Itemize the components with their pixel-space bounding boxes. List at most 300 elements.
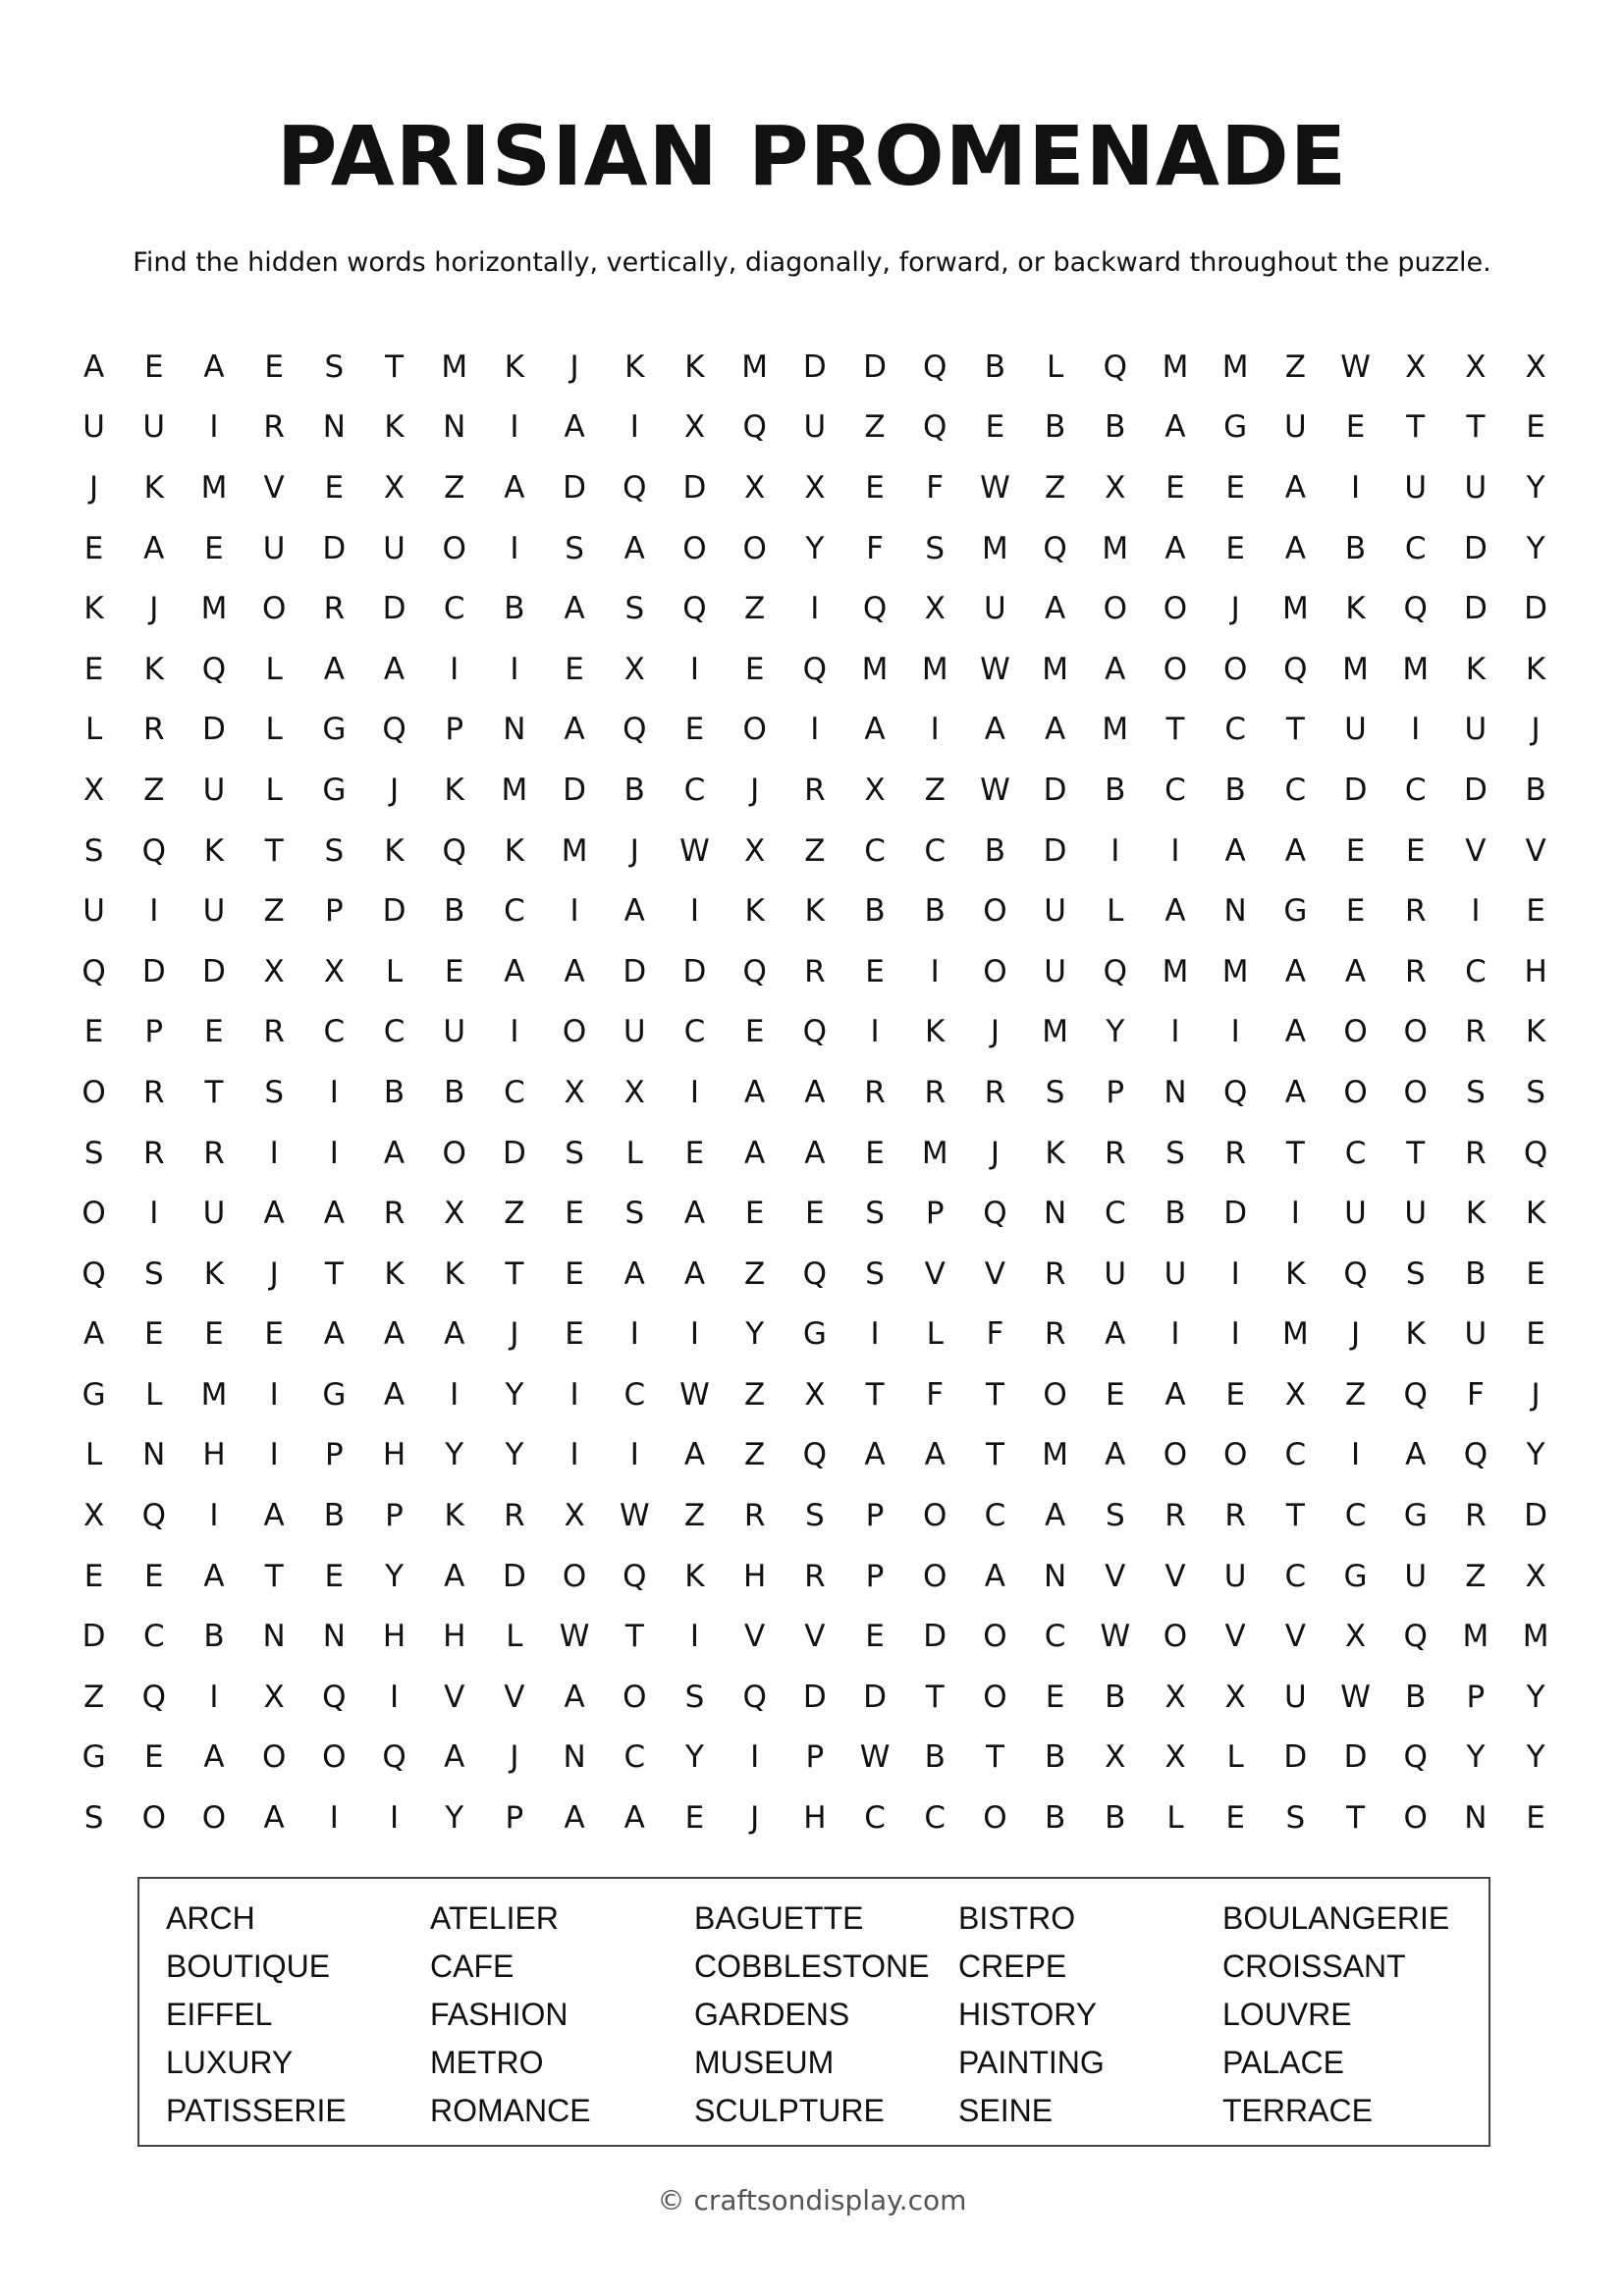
grid-letter[interactable]: E bbox=[1225, 1376, 1245, 1413]
grid-letter[interactable]: C bbox=[1044, 1619, 1066, 1655]
grid-letter[interactable]: B bbox=[864, 893, 886, 930]
grid-letter[interactable]: U bbox=[1283, 409, 1307, 446]
grid-letter[interactable]: W bbox=[679, 832, 710, 869]
grid-letter[interactable]: E bbox=[744, 1196, 765, 1232]
grid-letter[interactable]: K bbox=[744, 893, 765, 930]
grid-letter[interactable]: Y bbox=[685, 1739, 704, 1776]
grid-letter[interactable]: I bbox=[209, 409, 219, 446]
grid-letter[interactable]: Z bbox=[744, 591, 766, 627]
grid-letter[interactable]: D bbox=[382, 591, 406, 627]
grid-letter[interactable]: K bbox=[624, 348, 645, 385]
grid-letter[interactable]: I bbox=[870, 1316, 880, 1353]
grid-letter[interactable]: Y bbox=[1466, 1739, 1486, 1776]
grid-letter[interactable]: M bbox=[200, 469, 228, 506]
grid-letter[interactable]: A bbox=[323, 1316, 345, 1353]
grid-letter[interactable]: T bbox=[385, 348, 404, 385]
grid-letter[interactable]: B bbox=[924, 893, 946, 930]
grid-letter[interactable]: K bbox=[504, 832, 525, 869]
grid-letter[interactable]: I bbox=[1411, 712, 1421, 748]
grid-letter[interactable]: Q bbox=[742, 1679, 767, 1715]
grid-letter[interactable]: E bbox=[1225, 530, 1245, 566]
grid-letter[interactable]: R bbox=[143, 712, 165, 748]
grid-letter[interactable]: D bbox=[923, 1619, 947, 1655]
grid-letter[interactable]: Q bbox=[623, 1558, 647, 1594]
grid-letter[interactable]: R bbox=[804, 1558, 826, 1594]
grid-letter[interactable]: Q bbox=[802, 651, 828, 687]
grid-letter[interactable]: M bbox=[1102, 712, 1129, 748]
grid-letter[interactable]: D bbox=[682, 469, 707, 506]
grid-letter[interactable]: E bbox=[1225, 469, 1245, 506]
grid-letter[interactable]: U bbox=[262, 530, 286, 566]
grid-letter[interactable]: E bbox=[1345, 893, 1366, 930]
grid-letter[interactable]: E bbox=[865, 1135, 885, 1171]
grid-letter[interactable]: S bbox=[684, 1679, 705, 1715]
grid-letter[interactable]: K bbox=[1345, 591, 1366, 627]
grid-letter[interactable]: U bbox=[623, 1014, 646, 1050]
grid-letter[interactable]: B bbox=[383, 1074, 406, 1110]
grid-letter[interactable]: Q bbox=[382, 712, 406, 748]
grid-letter[interactable]: A bbox=[1284, 1014, 1306, 1050]
grid-letter[interactable]: Z bbox=[1044, 469, 1066, 506]
grid-letter[interactable]: A bbox=[143, 530, 165, 566]
grid-letter[interactable]: D bbox=[1524, 1498, 1548, 1534]
grid-letter[interactable]: X bbox=[1525, 1558, 1546, 1594]
grid-letter[interactable]: K bbox=[1525, 651, 1546, 687]
grid-letter[interactable]: W bbox=[1340, 348, 1371, 385]
grid-letter[interactable]: K bbox=[1405, 1316, 1426, 1353]
grid-letter[interactable]: M bbox=[1281, 1316, 1309, 1353]
grid-letter[interactable]: Q bbox=[141, 832, 166, 869]
grid-letter[interactable]: C bbox=[1284, 1558, 1307, 1594]
grid-letter[interactable]: S bbox=[1466, 1074, 1486, 1110]
grid-letter[interactable]: T bbox=[1285, 1135, 1305, 1171]
grid-letter[interactable]: X bbox=[804, 469, 826, 506]
grid-letter[interactable]: U bbox=[1223, 1558, 1247, 1594]
grid-letter[interactable]: E bbox=[83, 651, 104, 687]
grid-letter[interactable]: I bbox=[510, 1014, 519, 1050]
grid-letter[interactable]: J bbox=[1230, 591, 1240, 627]
grid-letter[interactable]: U bbox=[1404, 1558, 1428, 1594]
grid-letter[interactable]: P bbox=[144, 1014, 164, 1050]
grid-letter[interactable]: A bbox=[1164, 1376, 1186, 1413]
grid-letter[interactable]: E bbox=[865, 953, 885, 989]
grid-letter[interactable]: A bbox=[383, 1376, 406, 1413]
grid-letter[interactable]: X bbox=[323, 953, 345, 989]
grid-letter[interactable]: K bbox=[1045, 1135, 1065, 1171]
grid-letter[interactable]: U bbox=[1344, 1196, 1367, 1232]
grid-letter[interactable]: Q bbox=[201, 651, 227, 687]
grid-letter[interactable]: Q bbox=[382, 1739, 406, 1776]
grid-letter[interactable]: W bbox=[1340, 1679, 1371, 1715]
grid-letter[interactable]: F bbox=[986, 1316, 1004, 1353]
grid-letter[interactable]: K bbox=[384, 409, 405, 446]
grid-letter[interactable]: A bbox=[1344, 953, 1367, 989]
grid-letter[interactable]: G bbox=[81, 1376, 106, 1413]
grid-letter[interactable]: J bbox=[510, 1316, 519, 1353]
grid-letter[interactable]: I bbox=[269, 1437, 279, 1473]
grid-letter[interactable]: I bbox=[1471, 893, 1481, 930]
grid-letter[interactable]: K bbox=[684, 348, 705, 385]
grid-letter[interactable]: B bbox=[1465, 1255, 1487, 1292]
grid-letter[interactable]: Q bbox=[923, 409, 947, 446]
grid-letter[interactable]: O bbox=[141, 1800, 166, 1837]
grid-letter[interactable]: X bbox=[263, 1679, 285, 1715]
grid-letter[interactable]: S bbox=[1165, 1135, 1185, 1171]
grid-letter[interactable]: A bbox=[804, 1135, 826, 1171]
grid-letter[interactable]: B bbox=[1224, 772, 1246, 808]
grid-letter[interactable]: Z bbox=[1465, 1558, 1487, 1594]
grid-letter[interactable]: J bbox=[389, 772, 400, 808]
grid-letter[interactable]: Y bbox=[445, 1437, 464, 1473]
grid-letter[interactable]: O bbox=[1343, 1014, 1368, 1050]
grid-letter[interactable]: A bbox=[203, 1739, 225, 1776]
grid-letter[interactable]: I bbox=[629, 1316, 639, 1353]
grid-letter[interactable]: K bbox=[83, 591, 104, 627]
grid-letter[interactable]: T bbox=[985, 1437, 1004, 1473]
grid-letter[interactable]: Z bbox=[1344, 1376, 1367, 1413]
grid-letter[interactable]: Z bbox=[82, 1679, 105, 1715]
grid-letter[interactable]: I bbox=[209, 1679, 219, 1715]
grid-letter[interactable]: U bbox=[1404, 469, 1428, 506]
grid-letter[interactable]: C bbox=[1404, 772, 1427, 808]
grid-letter[interactable]: U bbox=[1283, 1679, 1307, 1715]
grid-letter[interactable]: K bbox=[804, 893, 826, 930]
grid-letter[interactable]: R bbox=[1404, 893, 1427, 930]
grid-letter[interactable]: C bbox=[1224, 712, 1246, 748]
grid-letter[interactable]: G bbox=[1343, 1558, 1368, 1594]
grid-letter[interactable]: E bbox=[565, 1196, 584, 1232]
grid-letter[interactable]: G bbox=[1283, 893, 1308, 930]
grid-letter[interactable]: O bbox=[1222, 1437, 1248, 1473]
grid-letter[interactable]: I bbox=[329, 1135, 339, 1171]
grid-letter[interactable]: Q bbox=[1403, 1376, 1428, 1413]
grid-letter[interactable]: Z bbox=[444, 469, 465, 506]
grid-letter[interactable]: Q bbox=[742, 953, 767, 989]
grid-letter[interactable]: G bbox=[1403, 1498, 1428, 1534]
grid-letter[interactable]: T bbox=[1466, 409, 1486, 446]
grid-letter[interactable]: E bbox=[1526, 409, 1545, 446]
grid-letter[interactable]: Z bbox=[744, 1376, 766, 1413]
grid-letter[interactable]: Q bbox=[862, 591, 888, 627]
grid-letter[interactable]: A bbox=[924, 1437, 946, 1473]
grid-letter[interactable]: U bbox=[1164, 1255, 1187, 1292]
grid-letter[interactable]: A bbox=[444, 1316, 465, 1353]
grid-letter[interactable]: S bbox=[1526, 1074, 1545, 1110]
grid-letter[interactable]: T bbox=[264, 1558, 284, 1594]
grid-letter[interactable]: M bbox=[1042, 1437, 1068, 1473]
grid-letter[interactable]: V bbox=[984, 1255, 1006, 1292]
grid-letter[interactable]: A bbox=[564, 1679, 585, 1715]
grid-letter[interactable]: Q bbox=[81, 953, 106, 989]
grid-letter[interactable]: A bbox=[623, 530, 645, 566]
grid-letter[interactable]: E bbox=[1526, 1255, 1545, 1292]
grid-letter[interactable]: O bbox=[742, 712, 767, 748]
grid-letter[interactable]: K bbox=[1525, 1196, 1546, 1232]
grid-letter[interactable]: O bbox=[201, 1800, 227, 1837]
grid-letter[interactable]: Y bbox=[505, 1437, 524, 1473]
grid-letter[interactable]: I bbox=[930, 953, 940, 989]
grid-letter[interactable]: A bbox=[623, 893, 645, 930]
grid-letter[interactable]: R bbox=[1465, 1498, 1487, 1534]
grid-letter[interactable]: E bbox=[143, 1739, 164, 1776]
grid-letter[interactable]: J bbox=[1531, 1376, 1541, 1413]
grid-letter[interactable]: T bbox=[1346, 1800, 1365, 1837]
grid-letter[interactable]: A bbox=[1105, 651, 1126, 687]
grid-letter[interactable]: M bbox=[501, 772, 528, 808]
grid-letter[interactable]: C bbox=[924, 832, 947, 869]
grid-letter[interactable]: U bbox=[1104, 1255, 1127, 1292]
grid-letter[interactable]: C bbox=[683, 1014, 706, 1050]
grid-letter[interactable]: A bbox=[564, 1800, 585, 1837]
grid-letter[interactable]: F bbox=[926, 469, 945, 506]
grid-letter[interactable]: Q bbox=[1222, 1074, 1248, 1110]
grid-letter[interactable]: R bbox=[263, 409, 285, 446]
grid-letter[interactable]: W bbox=[980, 469, 1010, 506]
grid-letter[interactable]: P bbox=[324, 1437, 344, 1473]
grid-letter[interactable]: B bbox=[1044, 1800, 1066, 1837]
grid-letter[interactable]: L bbox=[84, 712, 103, 748]
grid-letter[interactable]: A bbox=[383, 651, 406, 687]
grid-letter[interactable]: A bbox=[623, 1800, 645, 1837]
grid-letter[interactable]: U bbox=[1464, 1316, 1488, 1353]
grid-letter[interactable]: B bbox=[984, 348, 1006, 385]
grid-letter[interactable]: U bbox=[142, 409, 166, 446]
grid-letter[interactable]: A bbox=[1284, 953, 1306, 989]
grid-letter[interactable]: Z bbox=[504, 1196, 525, 1232]
grid-letter[interactable]: R bbox=[1224, 1135, 1246, 1171]
grid-letter[interactable]: M bbox=[921, 1135, 948, 1171]
grid-letter[interactable]: V bbox=[1164, 1558, 1186, 1594]
grid-letter[interactable]: S bbox=[565, 1135, 584, 1171]
grid-letter[interactable]: X bbox=[744, 832, 766, 869]
grid-letter[interactable]: E bbox=[1345, 832, 1366, 869]
grid-letter[interactable]: I bbox=[1350, 1437, 1361, 1473]
grid-letter[interactable]: M bbox=[1102, 530, 1129, 566]
grid-letter[interactable]: I bbox=[569, 1437, 579, 1473]
grid-letter[interactable]: D bbox=[1283, 1739, 1308, 1776]
grid-letter[interactable]: J bbox=[750, 772, 760, 808]
grid-letter[interactable]: U bbox=[82, 409, 105, 446]
grid-letter[interactable]: D bbox=[1463, 772, 1488, 808]
grid-letter[interactable]: I bbox=[389, 1679, 400, 1715]
grid-letter[interactable]: I bbox=[329, 1800, 339, 1837]
grid-letter[interactable]: S bbox=[324, 348, 345, 385]
grid-letter[interactable]: S bbox=[1105, 1498, 1125, 1534]
grid-letter[interactable]: K bbox=[203, 832, 225, 869]
grid-letter[interactable]: I bbox=[329, 1074, 339, 1110]
grid-letter[interactable]: O bbox=[81, 1196, 106, 1232]
grid-letter[interactable]: X bbox=[924, 591, 946, 627]
grid-letter[interactable]: A bbox=[1105, 1437, 1126, 1473]
grid-letter[interactable]: A bbox=[444, 1739, 465, 1776]
grid-letter[interactable]: Z bbox=[683, 1498, 706, 1534]
grid-letter[interactable]: A bbox=[1105, 1316, 1126, 1353]
grid-letter[interactable]: X bbox=[564, 1074, 585, 1110]
grid-letter[interactable]: X bbox=[263, 953, 285, 989]
grid-letter[interactable]: U bbox=[1044, 953, 1066, 989]
grid-letter[interactable]: I bbox=[1230, 1255, 1240, 1292]
grid-letter[interactable]: X bbox=[1465, 348, 1487, 385]
grid-letter[interactable]: E bbox=[83, 530, 104, 566]
grid-letter[interactable]: V bbox=[504, 1679, 525, 1715]
grid-letter[interactable]: I bbox=[810, 591, 820, 627]
grid-letter[interactable]: C bbox=[1465, 953, 1487, 989]
grid-letter[interactable]: S bbox=[1045, 1074, 1065, 1110]
grid-letter[interactable]: Q bbox=[802, 1014, 828, 1050]
grid-letter[interactable]: X bbox=[1105, 1739, 1126, 1776]
grid-letter[interactable]: Z bbox=[263, 893, 285, 930]
grid-letter[interactable]: N bbox=[322, 409, 346, 446]
grid-letter[interactable]: S bbox=[805, 1498, 825, 1534]
grid-letter[interactable]: U bbox=[984, 591, 1006, 627]
grid-letter[interactable]: A bbox=[1044, 1498, 1066, 1534]
grid-letter[interactable]: E bbox=[865, 469, 885, 506]
grid-letter[interactable]: A bbox=[984, 712, 1006, 748]
grid-letter[interactable]: I bbox=[689, 1316, 700, 1353]
grid-letter[interactable]: O bbox=[983, 1800, 1007, 1837]
grid-letter[interactable]: E bbox=[744, 1014, 765, 1050]
grid-letter[interactable]: C bbox=[504, 1074, 525, 1110]
grid-letter[interactable]: V bbox=[924, 1255, 946, 1292]
grid-letter[interactable]: Y bbox=[1106, 1014, 1125, 1050]
grid-letter[interactable]: P bbox=[324, 893, 344, 930]
grid-letter[interactable]: R bbox=[1164, 1498, 1186, 1534]
grid-letter[interactable]: K bbox=[925, 1014, 946, 1050]
grid-letter[interactable]: P bbox=[385, 1498, 404, 1534]
grid-letter[interactable]: W bbox=[679, 1376, 710, 1413]
grid-letter[interactable]: E bbox=[1045, 1679, 1065, 1715]
grid-letter[interactable]: D bbox=[502, 1135, 526, 1171]
grid-letter[interactable]: A bbox=[864, 1437, 886, 1473]
grid-letter[interactable]: R bbox=[383, 1196, 406, 1232]
grid-letter[interactable]: I bbox=[1170, 1014, 1180, 1050]
grid-letter[interactable]: T bbox=[264, 832, 284, 869]
grid-letter[interactable]: N bbox=[262, 1619, 286, 1655]
grid-letter[interactable]: U bbox=[82, 893, 105, 930]
grid-letter[interactable]: E bbox=[985, 409, 1005, 446]
grid-letter[interactable]: S bbox=[324, 832, 345, 869]
grid-letter[interactable]: A bbox=[564, 409, 585, 446]
grid-letter[interactable]: Q bbox=[141, 1679, 166, 1715]
grid-letter[interactable]: A bbox=[1405, 1437, 1427, 1473]
grid-letter[interactable]: S bbox=[624, 591, 645, 627]
grid-letter[interactable]: E bbox=[1165, 469, 1185, 506]
grid-letter[interactable]: S bbox=[624, 1196, 645, 1232]
grid-letter[interactable]: E bbox=[324, 1558, 345, 1594]
grid-letter[interactable]: V bbox=[1465, 832, 1487, 869]
grid-letter[interactable]: E bbox=[1526, 1800, 1545, 1837]
grid-letter[interactable]: A bbox=[383, 1135, 406, 1171]
grid-letter[interactable]: J bbox=[89, 469, 99, 506]
grid-letter[interactable]: S bbox=[83, 1800, 104, 1837]
grid-letter[interactable]: N bbox=[503, 712, 526, 748]
grid-letter[interactable]: A bbox=[203, 348, 225, 385]
grid-letter[interactable]: Z bbox=[143, 772, 165, 808]
grid-letter[interactable]: O bbox=[983, 1679, 1007, 1715]
grid-letter[interactable]: X bbox=[383, 469, 406, 506]
grid-letter[interactable]: H bbox=[382, 1619, 406, 1655]
grid-letter[interactable]: I bbox=[209, 1498, 219, 1534]
grid-letter[interactable]: O bbox=[682, 530, 707, 566]
grid-letter[interactable]: O bbox=[322, 1739, 347, 1776]
grid-letter[interactable]: J bbox=[510, 1739, 519, 1776]
grid-letter[interactable]: A bbox=[1164, 409, 1186, 446]
grid-letter[interactable]: S bbox=[865, 1255, 885, 1292]
grid-letter[interactable]: U bbox=[1464, 712, 1488, 748]
grid-letter[interactable]: C bbox=[984, 1498, 1006, 1534]
grid-letter[interactable]: F bbox=[866, 530, 884, 566]
grid-letter[interactable]: I bbox=[510, 409, 519, 446]
grid-letter[interactable]: Q bbox=[923, 348, 947, 385]
grid-letter[interactable]: G bbox=[802, 1316, 827, 1353]
grid-letter[interactable]: H bbox=[202, 1437, 226, 1473]
grid-letter[interactable]: M bbox=[982, 530, 1008, 566]
grid-letter[interactable]: K bbox=[444, 772, 464, 808]
grid-letter[interactable]: K bbox=[684, 1558, 705, 1594]
grid-letter[interactable]: C bbox=[1344, 1498, 1367, 1534]
grid-letter[interactable]: E bbox=[865, 1619, 885, 1655]
grid-letter[interactable]: E bbox=[264, 348, 284, 385]
grid-letter[interactable]: J bbox=[1531, 712, 1541, 748]
grid-letter[interactable]: O bbox=[261, 1739, 287, 1776]
grid-letter[interactable]: V bbox=[263, 469, 285, 506]
grid-letter[interactable]: E bbox=[204, 530, 224, 566]
grid-letter[interactable]: O bbox=[1103, 591, 1127, 627]
grid-letter[interactable]: E bbox=[83, 1558, 104, 1594]
grid-letter[interactable]: J bbox=[569, 348, 579, 385]
grid-letter[interactable]: E bbox=[1345, 409, 1366, 446]
grid-letter[interactable]: M bbox=[1221, 953, 1249, 989]
grid-letter[interactable]: X bbox=[564, 1498, 585, 1534]
grid-letter[interactable]: A bbox=[564, 712, 585, 748]
grid-letter[interactable]: V bbox=[1105, 1558, 1126, 1594]
grid-letter[interactable]: D bbox=[1524, 591, 1548, 627]
grid-letter[interactable]: O bbox=[81, 1074, 106, 1110]
grid-letter[interactable]: Q bbox=[623, 712, 647, 748]
grid-letter[interactable]: C bbox=[623, 1739, 646, 1776]
grid-letter[interactable]: M bbox=[1221, 348, 1249, 385]
grid-letter[interactable]: A bbox=[82, 1316, 105, 1353]
grid-letter[interactable]: D bbox=[382, 893, 406, 930]
grid-letter[interactable]: X bbox=[1164, 1739, 1186, 1776]
grid-letter[interactable]: M bbox=[1162, 953, 1189, 989]
grid-letter[interactable]: K bbox=[384, 1255, 405, 1292]
grid-letter[interactable]: L bbox=[385, 953, 404, 989]
grid-letter[interactable]: E bbox=[324, 469, 345, 506]
grid-letter[interactable]: X bbox=[1525, 348, 1546, 385]
grid-letter[interactable]: E bbox=[1526, 1316, 1545, 1353]
grid-letter[interactable]: G bbox=[322, 1376, 347, 1413]
grid-letter[interactable]: A bbox=[263, 1498, 285, 1534]
grid-letter[interactable]: N bbox=[1223, 893, 1247, 930]
grid-letter[interactable]: E bbox=[1225, 1800, 1245, 1837]
grid-letter[interactable]: P bbox=[1466, 1679, 1486, 1715]
grid-letter[interactable]: I bbox=[689, 893, 700, 930]
grid-letter[interactable]: M bbox=[1342, 651, 1369, 687]
grid-letter[interactable]: N bbox=[443, 409, 466, 446]
grid-letter[interactable]: A bbox=[564, 591, 585, 627]
grid-letter[interactable]: B bbox=[1105, 1679, 1126, 1715]
grid-letter[interactable]: D bbox=[502, 1558, 526, 1594]
grid-letter[interactable]: Q bbox=[442, 832, 466, 869]
grid-letter[interactable]: U bbox=[1404, 1196, 1428, 1232]
grid-letter[interactable]: K bbox=[384, 832, 405, 869]
grid-letter[interactable]: S bbox=[83, 1135, 104, 1171]
grid-letter[interactable]: S bbox=[865, 1196, 885, 1232]
grid-letter[interactable]: I bbox=[269, 1135, 279, 1171]
grid-letter[interactable]: A bbox=[263, 1196, 285, 1232]
grid-letter[interactable]: C bbox=[924, 1800, 947, 1837]
